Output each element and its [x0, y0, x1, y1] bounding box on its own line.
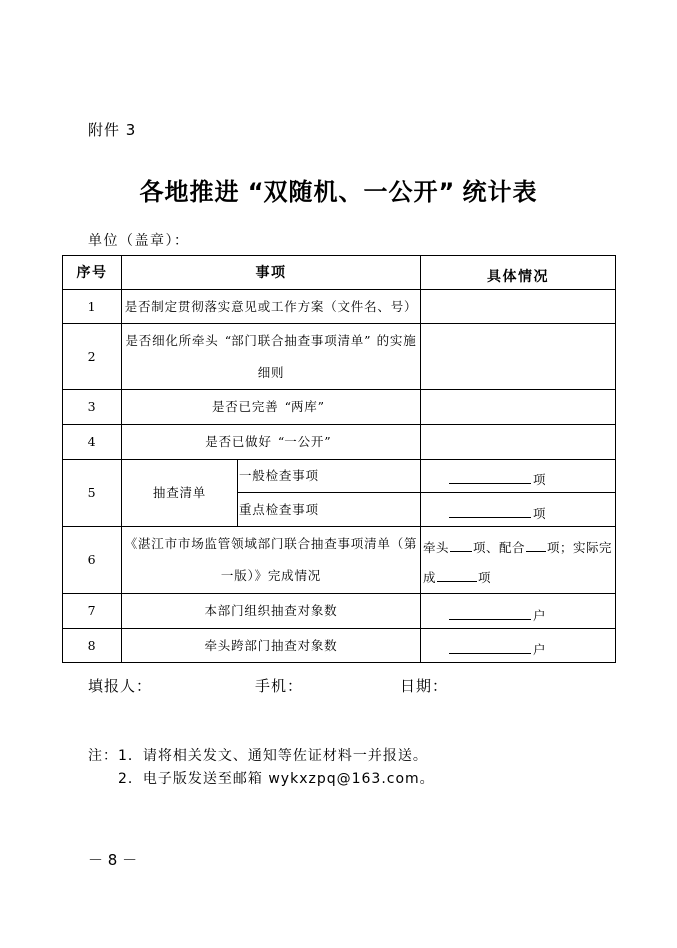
note-line-1: 注：1．请将相关发文、通知等佐证材料一并报送。 — [88, 748, 428, 764]
close-quote-mark: ” — [364, 332, 371, 348]
fill-blank — [449, 505, 531, 518]
row-number: 2 — [63, 324, 122, 390]
detail-lead-text: 牵头 — [423, 540, 450, 555]
date-label: 日期： — [400, 677, 449, 695]
fill-blank — [449, 471, 531, 484]
page-number: － 8 － — [88, 851, 138, 869]
table-row — [63, 629, 616, 663]
table-header-row — [63, 256, 616, 290]
fill-blank — [449, 607, 531, 620]
table-row — [63, 527, 616, 594]
unit-label: 户 — [533, 642, 547, 657]
close-quote-mark: ” — [324, 434, 331, 449]
table-row — [63, 390, 616, 425]
row-number: 8 — [63, 629, 122, 663]
row-number: 1 — [63, 290, 122, 324]
unit-stamp-label: 单位（盖章）： — [88, 233, 190, 249]
row-item-group: 抽查清单 — [122, 460, 238, 527]
row-number: 5 — [63, 460, 122, 527]
unit-label: 户 — [533, 608, 547, 623]
row-detail-cell — [421, 527, 616, 594]
fill-blank — [450, 539, 472, 552]
row-number: 7 — [63, 594, 122, 629]
row-item: 是否已做好 “一公开” — [122, 425, 421, 460]
table-row — [63, 425, 616, 460]
row-detail-cell — [421, 425, 616, 460]
row-item: 是否细化所牵头 “部门联合抽查事项清单” 的实施细则 — [122, 324, 421, 390]
table-row — [63, 324, 616, 390]
statistics-table — [62, 255, 616, 663]
header-detail: 具体情况 — [421, 256, 616, 290]
detail-end-text: 项 — [478, 570, 492, 585]
row-detail-cell — [421, 594, 616, 629]
attachment-label: 附件 3 — [88, 121, 137, 139]
row-item: 是否已完善 “两库” — [122, 390, 421, 425]
close-quote-mark: ” — [438, 178, 455, 206]
open-quote-mark: “ — [224, 332, 232, 348]
row-detail-cell — [421, 629, 616, 663]
document-title: 各地推进 “双随机、一公开” 统计表 — [139, 178, 538, 206]
header-item: 事项 — [122, 256, 421, 290]
fill-blank — [437, 569, 477, 582]
row-subitem: 重点检查事项 — [238, 493, 421, 527]
open-quote-mark: “ — [284, 399, 291, 414]
filler-label: 填报人： — [88, 677, 153, 695]
fill-blank — [449, 641, 531, 654]
header-serial-number: 序号 — [63, 256, 122, 290]
table-row — [63, 290, 616, 324]
open-quote-mark: “ — [247, 178, 264, 206]
row-item: 牵头跨部门抽查对象数 — [122, 629, 421, 663]
row-detail-cell — [421, 290, 616, 324]
table-row — [63, 460, 616, 493]
detail-assist-text: 项、配合 — [473, 540, 526, 555]
row-detail-cell — [421, 493, 616, 527]
row-subitem: 一般检查事项 — [238, 460, 421, 493]
row-detail-cell — [421, 460, 616, 493]
row-detail-cell — [421, 324, 616, 390]
unit-label: 项 — [533, 472, 547, 487]
row-item: 是否制定贯彻落实意见或工作方案（文件名、号） — [122, 290, 421, 324]
note-line-2: 2．电子版发送至邮箱 wykxzpq@163.com。 — [118, 771, 435, 787]
row-number: 3 — [63, 390, 122, 425]
row-item: 本部门组织抽查对象数 — [122, 594, 421, 629]
phone-label: 手机： — [255, 677, 304, 695]
row-detail-cell — [421, 390, 616, 425]
close-quote-mark: ” — [317, 399, 324, 414]
row-number: 4 — [63, 425, 122, 460]
fill-blank — [526, 539, 546, 552]
row-number: 6 — [63, 527, 122, 594]
unit-label: 项 — [533, 506, 547, 521]
open-quote-mark: “ — [277, 434, 285, 449]
detail-done-text: 项；实际完成 — [423, 540, 613, 585]
row-item: 《湛江市市场监管领域部门联合抽查事项清单（第一版）》完成情况 — [122, 527, 421, 594]
table-row — [63, 594, 616, 629]
